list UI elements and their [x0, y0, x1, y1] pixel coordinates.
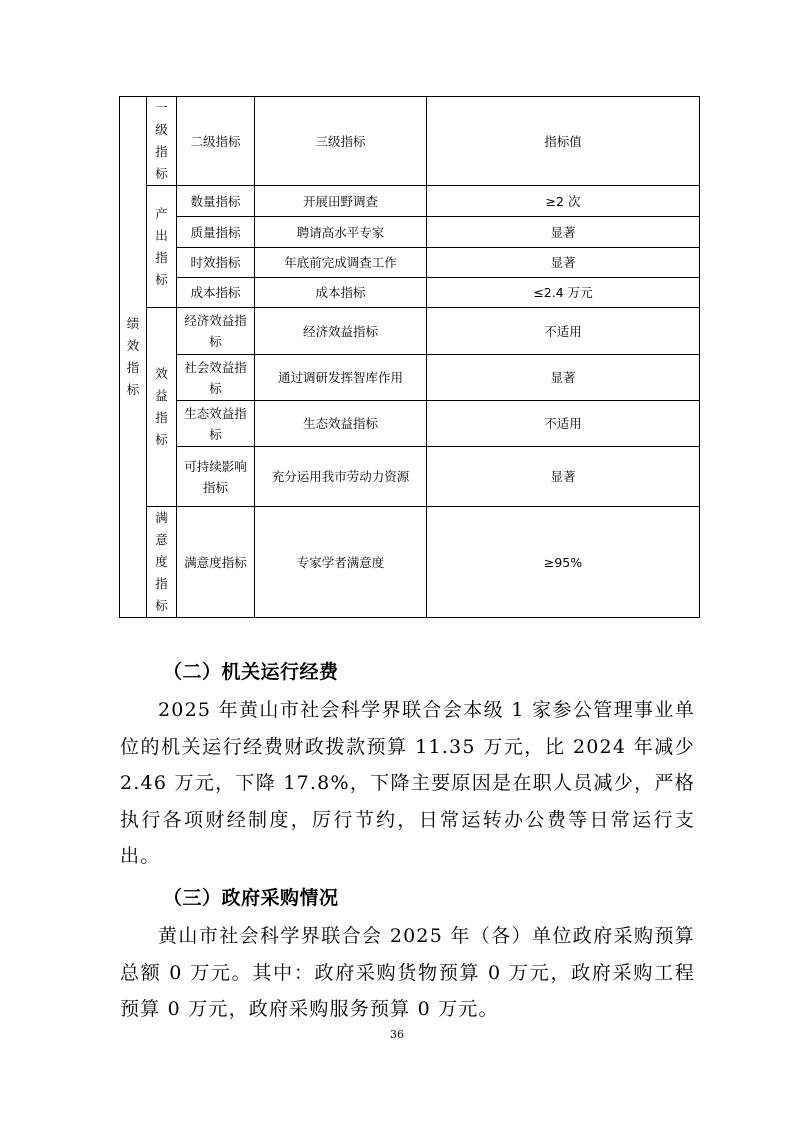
value-cell: ≥2 次	[427, 186, 700, 217]
level2-cell: 时效指标	[177, 248, 255, 278]
group-output-label: 产出指标	[155, 205, 168, 287]
group-satisfaction-label: 满意度指标	[155, 510, 168, 613]
level3-cell: 开展田野调查	[255, 186, 427, 217]
level3-cell: 生态效益指标	[255, 401, 427, 447]
value-cell: 显著	[427, 248, 700, 278]
value-cell: ≥95%	[427, 507, 700, 618]
group-benefit-label: 效益指标	[155, 366, 168, 447]
level2-cell: 社会效益指标	[177, 355, 255, 401]
table-header-row	[120, 97, 700, 186]
header-value: 指标值	[427, 97, 700, 186]
level3-cell: 聘请高水平专家	[255, 217, 427, 248]
header-level1-label: 一级指标	[155, 100, 168, 181]
table-row	[120, 217, 700, 248]
group-satisfaction-cell	[147, 507, 177, 618]
performance-indicator-table	[119, 96, 700, 618]
group-output-cell	[147, 186, 177, 308]
section2-heading: （二）机关运行经费	[163, 661, 339, 683]
performance-indicator-cell	[120, 97, 147, 618]
table-row	[120, 186, 700, 217]
level2-cell: 成本指标	[177, 278, 255, 308]
value-cell: 不适用	[427, 401, 700, 447]
level3-cell: 充分运用我市劳动力资源	[255, 447, 427, 507]
level3-cell: 专家学者满意度	[255, 507, 427, 618]
table-row	[120, 401, 700, 447]
value-cell: 显著	[427, 217, 700, 248]
table-row	[120, 507, 700, 618]
level2-cell: 满意度指标	[177, 507, 255, 618]
level2-cell: 质量指标	[177, 217, 255, 248]
value-cell: 不适用	[427, 308, 700, 355]
section2-paragraph: 2025 年黄山市社会科学界联合会本级 1 家参公管理事业单位的机关运行经费财政拨款预算 11.35 万元，比 2024 年减少 2.46 万元，下降 17.8%，下降主要原因是在职人员减少，严格执行各项财经制度，厉行节约，日常运转办公费等日常运行支出。	[120, 699, 695, 867]
page-number: 36	[390, 1028, 404, 1041]
level3-cell: 经济效益指标	[255, 308, 427, 355]
header-level3: 三级指标	[255, 97, 427, 186]
group-benefit-cell	[147, 308, 177, 507]
header-level2: 二级指标	[177, 97, 255, 186]
level2-cell: 生态效益指标	[177, 401, 255, 447]
value-cell: ≤2.4 万元	[427, 278, 700, 308]
performance-indicator-label: 绩效指标	[126, 316, 140, 397]
table-row	[120, 355, 700, 401]
value-cell: 显著	[427, 447, 700, 507]
table-row	[120, 308, 700, 355]
level3-cell: 年底前完成调查工作	[255, 248, 427, 278]
level3-cell: 成本指标	[255, 278, 427, 308]
section3-paragraph: 黄山市社会科学界联合会 2025 年（各）单位政府采购预算总额 0 万元。其中：政府采购货物预算 0 万元，政府采购工程预算 0 万元，政府采购服务预算 0 万元。	[120, 925, 695, 1020]
table-row	[120, 248, 700, 278]
level2-cell: 数量指标	[177, 186, 255, 217]
table-row	[120, 447, 700, 507]
level2-cell: 经济效益指标	[177, 308, 255, 355]
header-level1-cell	[147, 97, 177, 186]
level3-cell: 通过调研发挥智库作用	[255, 355, 427, 401]
level2-cell: 可持续影响指标	[177, 447, 255, 507]
table-row	[120, 278, 700, 308]
section3-heading: （三）政府采购情况	[163, 887, 339, 909]
value-cell: 显著	[427, 355, 700, 401]
